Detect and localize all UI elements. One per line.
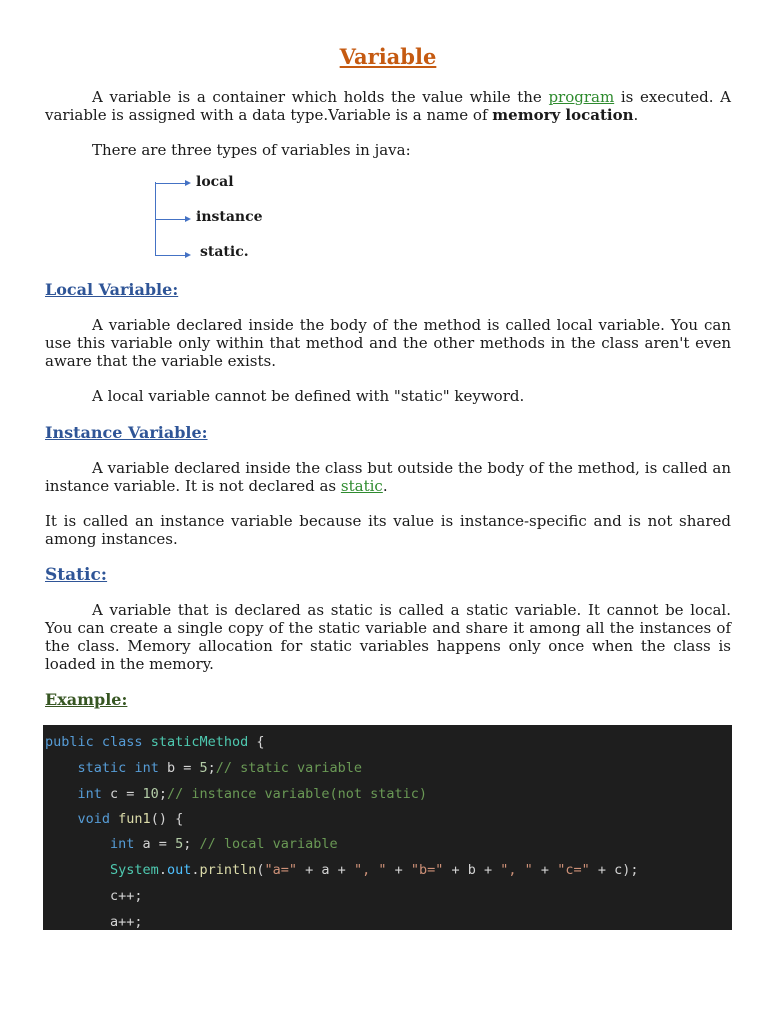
static-link[interactable]: static	[340, 477, 383, 495]
instance-paragraph-1	[45, 459, 731, 495]
types-intro: There are three types of variables in java:	[92, 141, 411, 159]
code-line-5: int a = 5; // local variable	[110, 836, 338, 852]
intro-text-2: is executed. A variable is assigned with a data type.Variable is a name of	[45, 88, 731, 124]
static-heading: Static:	[45, 565, 108, 585]
page-title: Variable	[339, 44, 437, 69]
code-line-1: public class staticMethod {	[45, 734, 265, 750]
intro-paragraph	[45, 88, 731, 124]
arrow-line-static	[155, 255, 187, 256]
arrow-right-icon	[185, 216, 191, 222]
instance-variable-heading: Instance Variable:	[45, 423, 208, 442]
instance-paragraph-2: It is called an instance variable because its value is instance-specific and is not shared among instances.	[45, 512, 731, 548]
program-link[interactable]: program	[548, 88, 615, 106]
arrow-right-icon	[185, 180, 191, 186]
code-line-8: a++;	[110, 914, 143, 930]
static-paragraph: A variable that is declared as static is called a static variable. It cannot be local. You can create a single copy of the static variable and share it among all the instances of the class. Memory allocation for static variables happens only once when the class is loaded in the memory.	[45, 601, 731, 673]
local-paragraph-1: A variable declared inside the body of the method is called local variable. You can use this variable only within that method and the other methods in the class aren't even aware that the variable exists.	[45, 316, 731, 370]
code-line-2: static int b = 5;// static variable	[77, 760, 363, 776]
local-variable-heading: Local Variable:	[45, 280, 179, 299]
code-line-6: System.out.println("a=" + a + ", " + "b=" + b + ", " + "c=" + c);	[110, 862, 639, 878]
code-line-3: int c = 10;// instance variable(not static)	[77, 786, 428, 802]
instance-text-2: .	[382, 477, 388, 495]
code-line-4: void fun1() {	[77, 811, 184, 827]
intro-text-3: .	[633, 106, 639, 124]
type-static: static.	[200, 244, 249, 260]
variable-types-diagram	[155, 174, 295, 262]
instance-text-1: A variable declared inside the class but outside the body of the method, is called an instance variable. It is not declared as	[45, 459, 731, 495]
intro-text-1: A variable is a container which holds the value while the	[92, 88, 549, 106]
memory-location-bold: memory location	[492, 106, 634, 124]
type-instance: instance	[196, 209, 263, 225]
local-paragraph-2: A local variable cannot be defined with "static" keyword.	[92, 387, 525, 405]
code-block	[43, 725, 732, 930]
arrow-right-icon	[185, 252, 191, 258]
code-line-7: c++;	[110, 888, 143, 904]
type-local: local	[196, 174, 234, 190]
arrow-line-local	[155, 183, 187, 184]
example-heading: Example:	[45, 690, 128, 709]
arrow-line-instance	[155, 219, 187, 220]
